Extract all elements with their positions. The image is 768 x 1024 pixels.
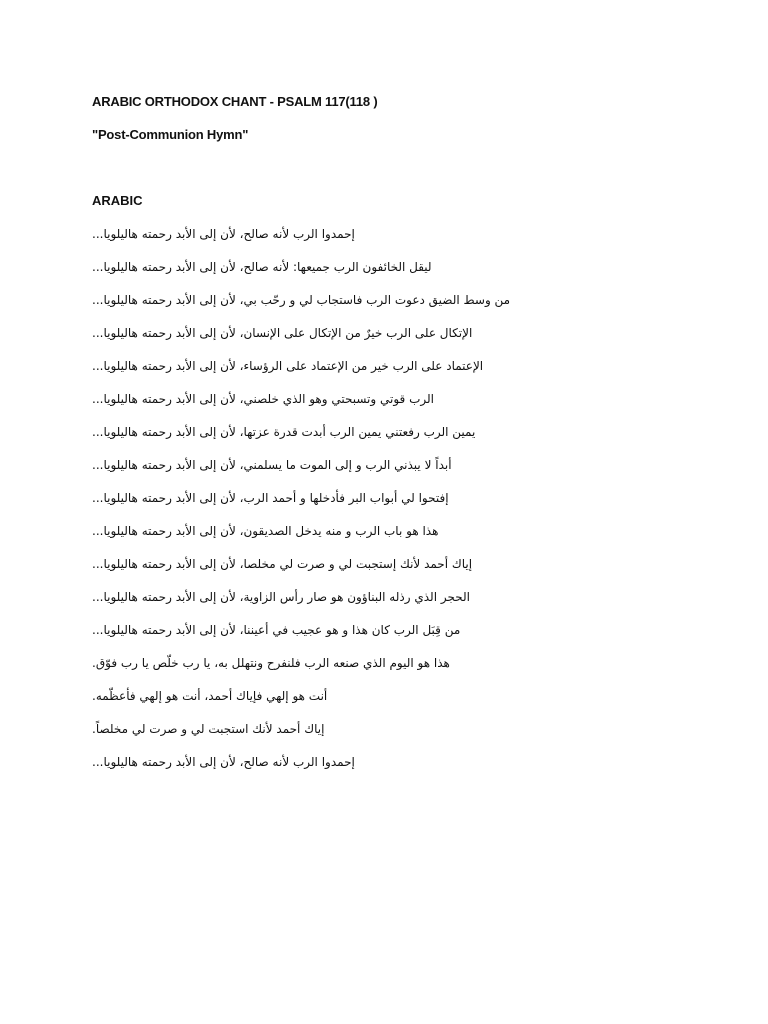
verse-text: الرب قوتي وتسبحتي وهو الذي خلصني، لأن إلى الأبد رحمته هاليلويا... <box>92 392 434 406</box>
verse-line <box>92 290 522 323</box>
verse-line <box>92 389 522 422</box>
verse-line <box>92 554 522 587</box>
verse-text: إفتحوا لي أبواب البر فأدخلها و أحمد الرب، لأن إلى الأبد رحمته هاليلويا... <box>92 491 449 505</box>
verse-line <box>92 620 522 653</box>
verse-text: أبداً لا يبذني الرب و إلى الموت ما يسلمني، لأن إلى الأبد رحمته هاليلويا... <box>92 458 452 472</box>
verse-text: إحمدوا الرب لأنه صالح، لأن إلى الأبد رحمته هاليلويا... <box>92 227 355 241</box>
verse-text: إياك أحمد لأنك استجبت لي و صرت لي مخلصاً. <box>92 722 325 736</box>
verse-line <box>92 521 522 554</box>
verse-line <box>92 422 522 455</box>
verse-line <box>92 455 522 488</box>
verse-line <box>92 257 522 290</box>
verse-line <box>92 488 522 521</box>
section-heading: ARABIC <box>92 193 143 208</box>
verse-line <box>92 653 522 686</box>
verse-line <box>92 323 522 356</box>
verse-text: أنت هو إلهي فإياك أحمد، أنت هو إلهي فأعظّمه. <box>92 689 328 703</box>
verse-line <box>92 356 522 389</box>
verse-text: من قِبَل الرب كان هذا و هو عجيب في أعيننا، لأن إلى الأبد رحمته هاليلويا... <box>92 623 461 637</box>
verse-text: إحمدوا الرب لأنه صالح، لأن إلى الأبد رحمته هاليلويا... <box>92 755 355 769</box>
verse-text: هذا هو اليوم الذي صنعه الرب فلنفرح ونتهلل به، يا رب خلّص يا رب فوّق. <box>92 656 450 670</box>
verse-text: الحجر الذي رذله البناؤون هو صار رأس الزاوية، لأن إلى الأبد رحمته هاليلويا... <box>92 590 470 604</box>
verse-text: ليقل الخائفون الرب جميعها: لأنه صالح، لأن إلى الأبد رحمته هاليلويا... <box>92 260 432 274</box>
verse-line <box>92 719 522 752</box>
verse-line <box>92 224 522 257</box>
document-title: ARABIC ORTHODOX CHANT - PSALM 117(118 ) <box>92 94 378 109</box>
verse-text: هذا هو باب الرب و منه يدخل الصديقون، لأن إلى الأبد رحمته هاليلويا... <box>92 524 439 538</box>
verse-text: إياك أحمد لأنك إستجبت لي و صرت لي مخلصا، لأن إلى الأبد رحمته هاليلويا... <box>92 557 473 571</box>
document-subtitle: "Post-Communion Hymn" <box>92 127 249 142</box>
verse-text: من وسط الضيق دعوت الرب فاستجاب لي و رحّب بي، لأن إلى الأبد رحمته هاليلويا... <box>92 293 511 307</box>
verse-line <box>92 587 522 620</box>
verse-text: يمين الرب رفعتني يمين الرب أبدت قدرة عزتها، لأن إلى الأبد رحمته هاليلويا... <box>92 425 476 439</box>
verse-line <box>92 752 522 785</box>
verse-list <box>92 224 522 785</box>
verse-text: الإعتماد على الرب خير من الإعتماد على الرؤساء، لأن إلى الأبد رحمته هاليلويا... <box>92 359 484 373</box>
verse-line <box>92 686 522 719</box>
verse-text: الإتكال على الرب خيرٌ من الإتكال على الإنسان، لأن إلى الأبد رحمته هاليلويا... <box>92 326 473 340</box>
